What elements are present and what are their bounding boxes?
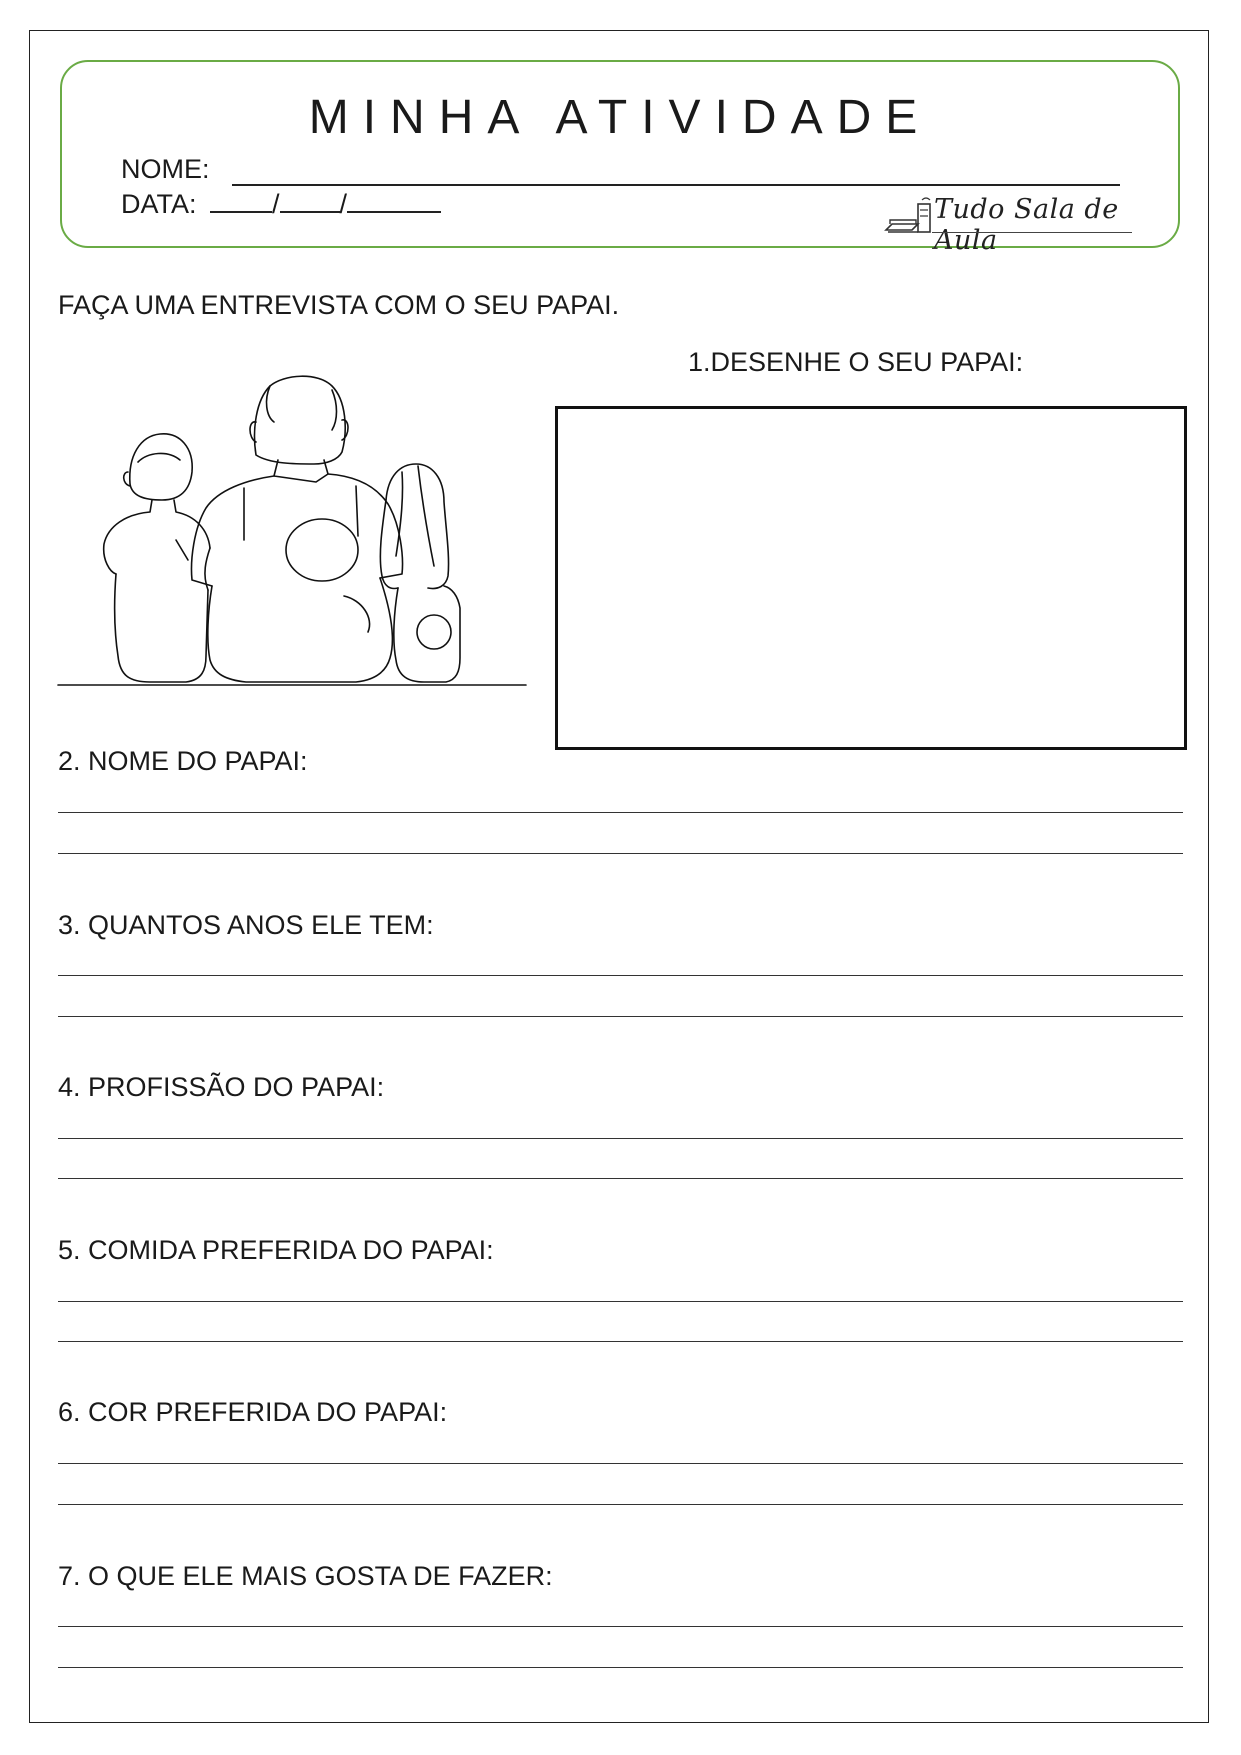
answer-line[interactable] [58,853,1183,854]
logo-text: Tudo Sala de Aula [934,194,1119,256]
name-label: NOME: [121,154,210,184]
question-7-label: 7. O QUE ELE MAIS GOSTA DE FAZER: [58,1561,553,1591]
date-field [121,189,441,220]
question-5-label: 5. COMIDA PREFERIDA DO PAPAI: [58,1235,494,1265]
name-input-line[interactable] [232,184,1120,186]
answer-line[interactable] [58,1178,1183,1179]
header-box [60,60,1180,256]
page-title: MINHA ATIVIDADE [308,91,932,144]
logo [882,194,1142,256]
books-logo-icon [882,194,934,236]
date-year-line[interactable] [347,189,441,213]
answer-line[interactable] [58,812,1183,813]
father-and-children-illustration [56,360,531,700]
answer-line[interactable] [58,1626,1183,1627]
answer-line[interactable] [58,975,1183,976]
answer-line[interactable] [58,1504,1183,1505]
drawing-area[interactable] [555,406,1187,750]
answer-line[interactable] [58,1301,1183,1302]
question-2-label: 2. NOME DO PAPAI: [58,746,308,776]
answer-line[interactable] [58,1138,1183,1139]
name-field [121,154,210,185]
date-separator: / [339,189,348,219]
instruction-text: FAÇA UMA ENTREVISTA COM O SEU PAPAI. [58,290,620,320]
answer-line[interactable] [58,1016,1183,1017]
date-month-line[interactable] [280,189,340,213]
answer-line[interactable] [58,1341,1183,1342]
question-6-label: 6. COR PREFERIDA DO PAPAI: [58,1397,448,1427]
date-label: DATA: [121,189,197,219]
question-3-label: 3. QUANTOS ANOS ELE TEM: [58,910,434,940]
page-border [29,30,1209,1723]
date-separator: / [272,189,280,219]
question-4-label: 4. PROFISSÃO DO PAPAI: [58,1072,385,1102]
answer-line[interactable] [58,1463,1183,1464]
date-day-line[interactable] [210,189,272,213]
logo-underline [932,232,1132,233]
answer-line[interactable] [58,1667,1183,1668]
question-1-label: 1.DESENHE O SEU PAPAI: [688,347,1024,377]
